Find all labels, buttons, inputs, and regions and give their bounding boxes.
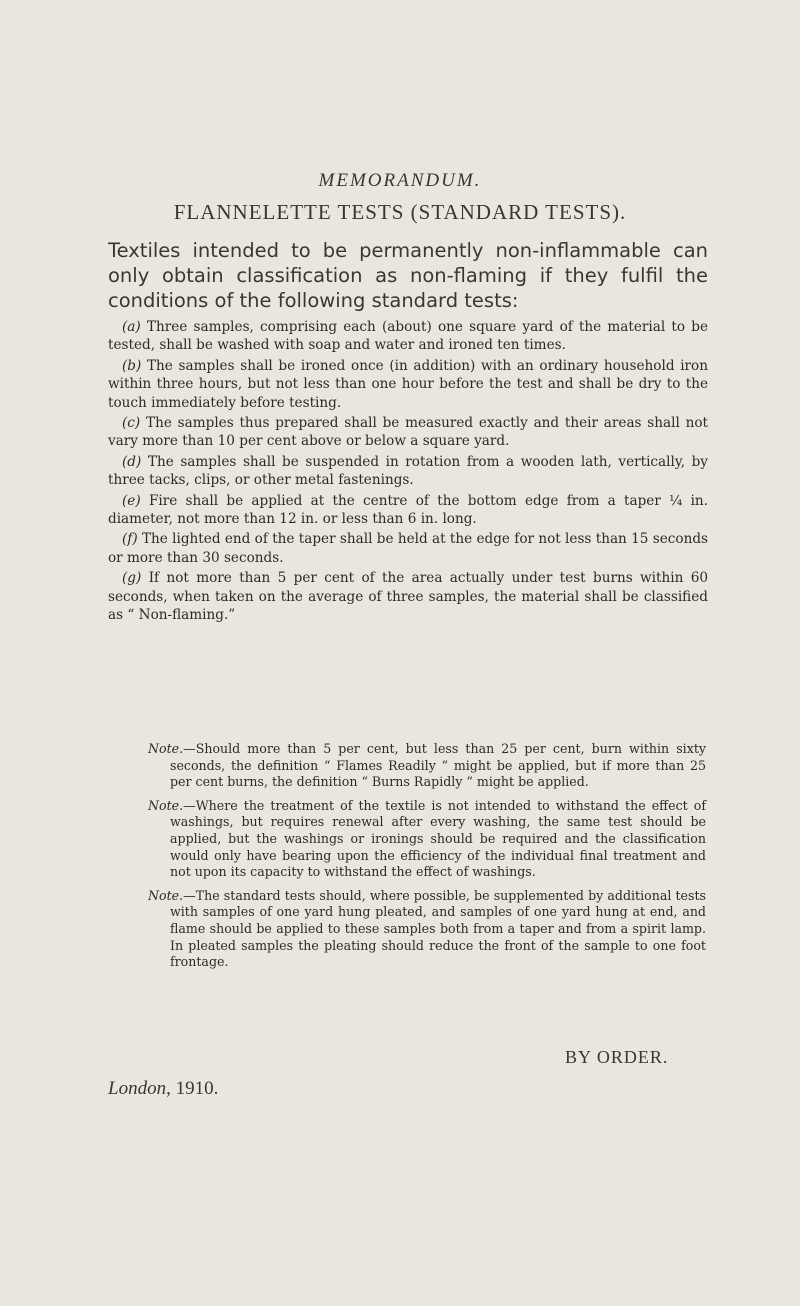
clause-a [108, 318, 708, 355]
note-label: Note. [148, 887, 184, 903]
by-order-signoff: BY ORDER. [565, 1047, 669, 1067]
note-washing-treatment [148, 798, 706, 881]
test-clauses [108, 318, 708, 627]
clause-label: (d) [122, 453, 142, 470]
clause-text: The lighted end of the taper shall be held at the edge for not less than 15 seconds or more than 30 seconds. [108, 531, 708, 566]
clause-text: Fire shall be applied at the centre of the bottom edge from a taper ¼ in. diameter, not more than 12 in. or less than 6 in. long. [108, 492, 709, 528]
note-supplementary-tests [148, 888, 706, 971]
clause-label: (e) [122, 492, 141, 509]
document-heading: FLANNELETTE TESTS (STANDARD TESTS). [173, 200, 627, 224]
clause-label: (a) [122, 319, 141, 335]
note-text: —The standard tests should, where possible, be supplemented by additional tests with samples of one yard hung pleated, and samples of one yard hung at end, and flame should be applied to these samples both from a taper and from a spirit lamp. In pleated samples the pleating should reduce the front of the sample to one foot frontage. [170, 887, 706, 970]
date-text: , 1910. [166, 1078, 219, 1099]
note-text: —Where the treatment of the textile is not intended to withstand the effect of washings, but requires renewal after every washing, the same test should be applied, but the washings or ironings should be required and the classification would only have bearing upon the efficiency of the individual final treatment and not upon its capacity to withstand the effect of washings. [170, 797, 706, 880]
clause-text: If not more than 5 per cent of the area actually under test burns within 60 seconds, when taken on the average of three samples, the material shall be classified as “ Non-flaming.” [108, 570, 709, 624]
clause-label: (b) [122, 357, 142, 374]
clause-text: Three samples, comprising each (about) one square yard of the material to be tested, shall be washed with soap and water and ironed ten times. [108, 319, 708, 354]
clause-label: (c) [122, 415, 141, 432]
clause-d [108, 453, 708, 490]
clause-label: (g) [122, 570, 142, 587]
note-text: —Should more than 5 per cent, but less than 25 per cent, burn within sixty seconds, the definition “ Flames Readily ” might be applied, but if more than 25 per cent burns, the definition “ Burns Rapidly ” might be applied. [170, 741, 706, 790]
place-date [108, 1078, 218, 1100]
clause-text: The samples shall be ironed once (in addition) with an ordinary household iron within three hours, but not less than one hour before the test and shall be dry to the touch immediately before testing. [108, 357, 708, 411]
clause-b [108, 357, 708, 412]
note-label: Note. [148, 741, 184, 756]
note-label: Note. [148, 797, 184, 813]
notes-section [148, 741, 706, 978]
clause-f [108, 530, 708, 567]
clause-text: The samples shall be suspended in rotation from a wooden lath, vertically, by three tacks, clips, or other metal fastenings. [108, 453, 708, 489]
clause-g [108, 569, 708, 624]
note-burn-definitions [148, 741, 706, 791]
intro-paragraph: Textiles intended to be permanently non-inflammable can only obtain classification as non-flaming if they fulfil the conditions of the following standard tests: [108, 239, 708, 312]
clause-text: The samples thus prepared shall be measured exactly and their areas shall not vary more than 10 per cent above or below a square yard. [108, 415, 708, 450]
memorandum-label: MEMORANDUM. [318, 170, 482, 191]
clause-c [108, 414, 708, 451]
clause-e [108, 492, 708, 529]
clause-label: (f) [122, 531, 138, 548]
place-name: London [108, 1078, 167, 1099]
